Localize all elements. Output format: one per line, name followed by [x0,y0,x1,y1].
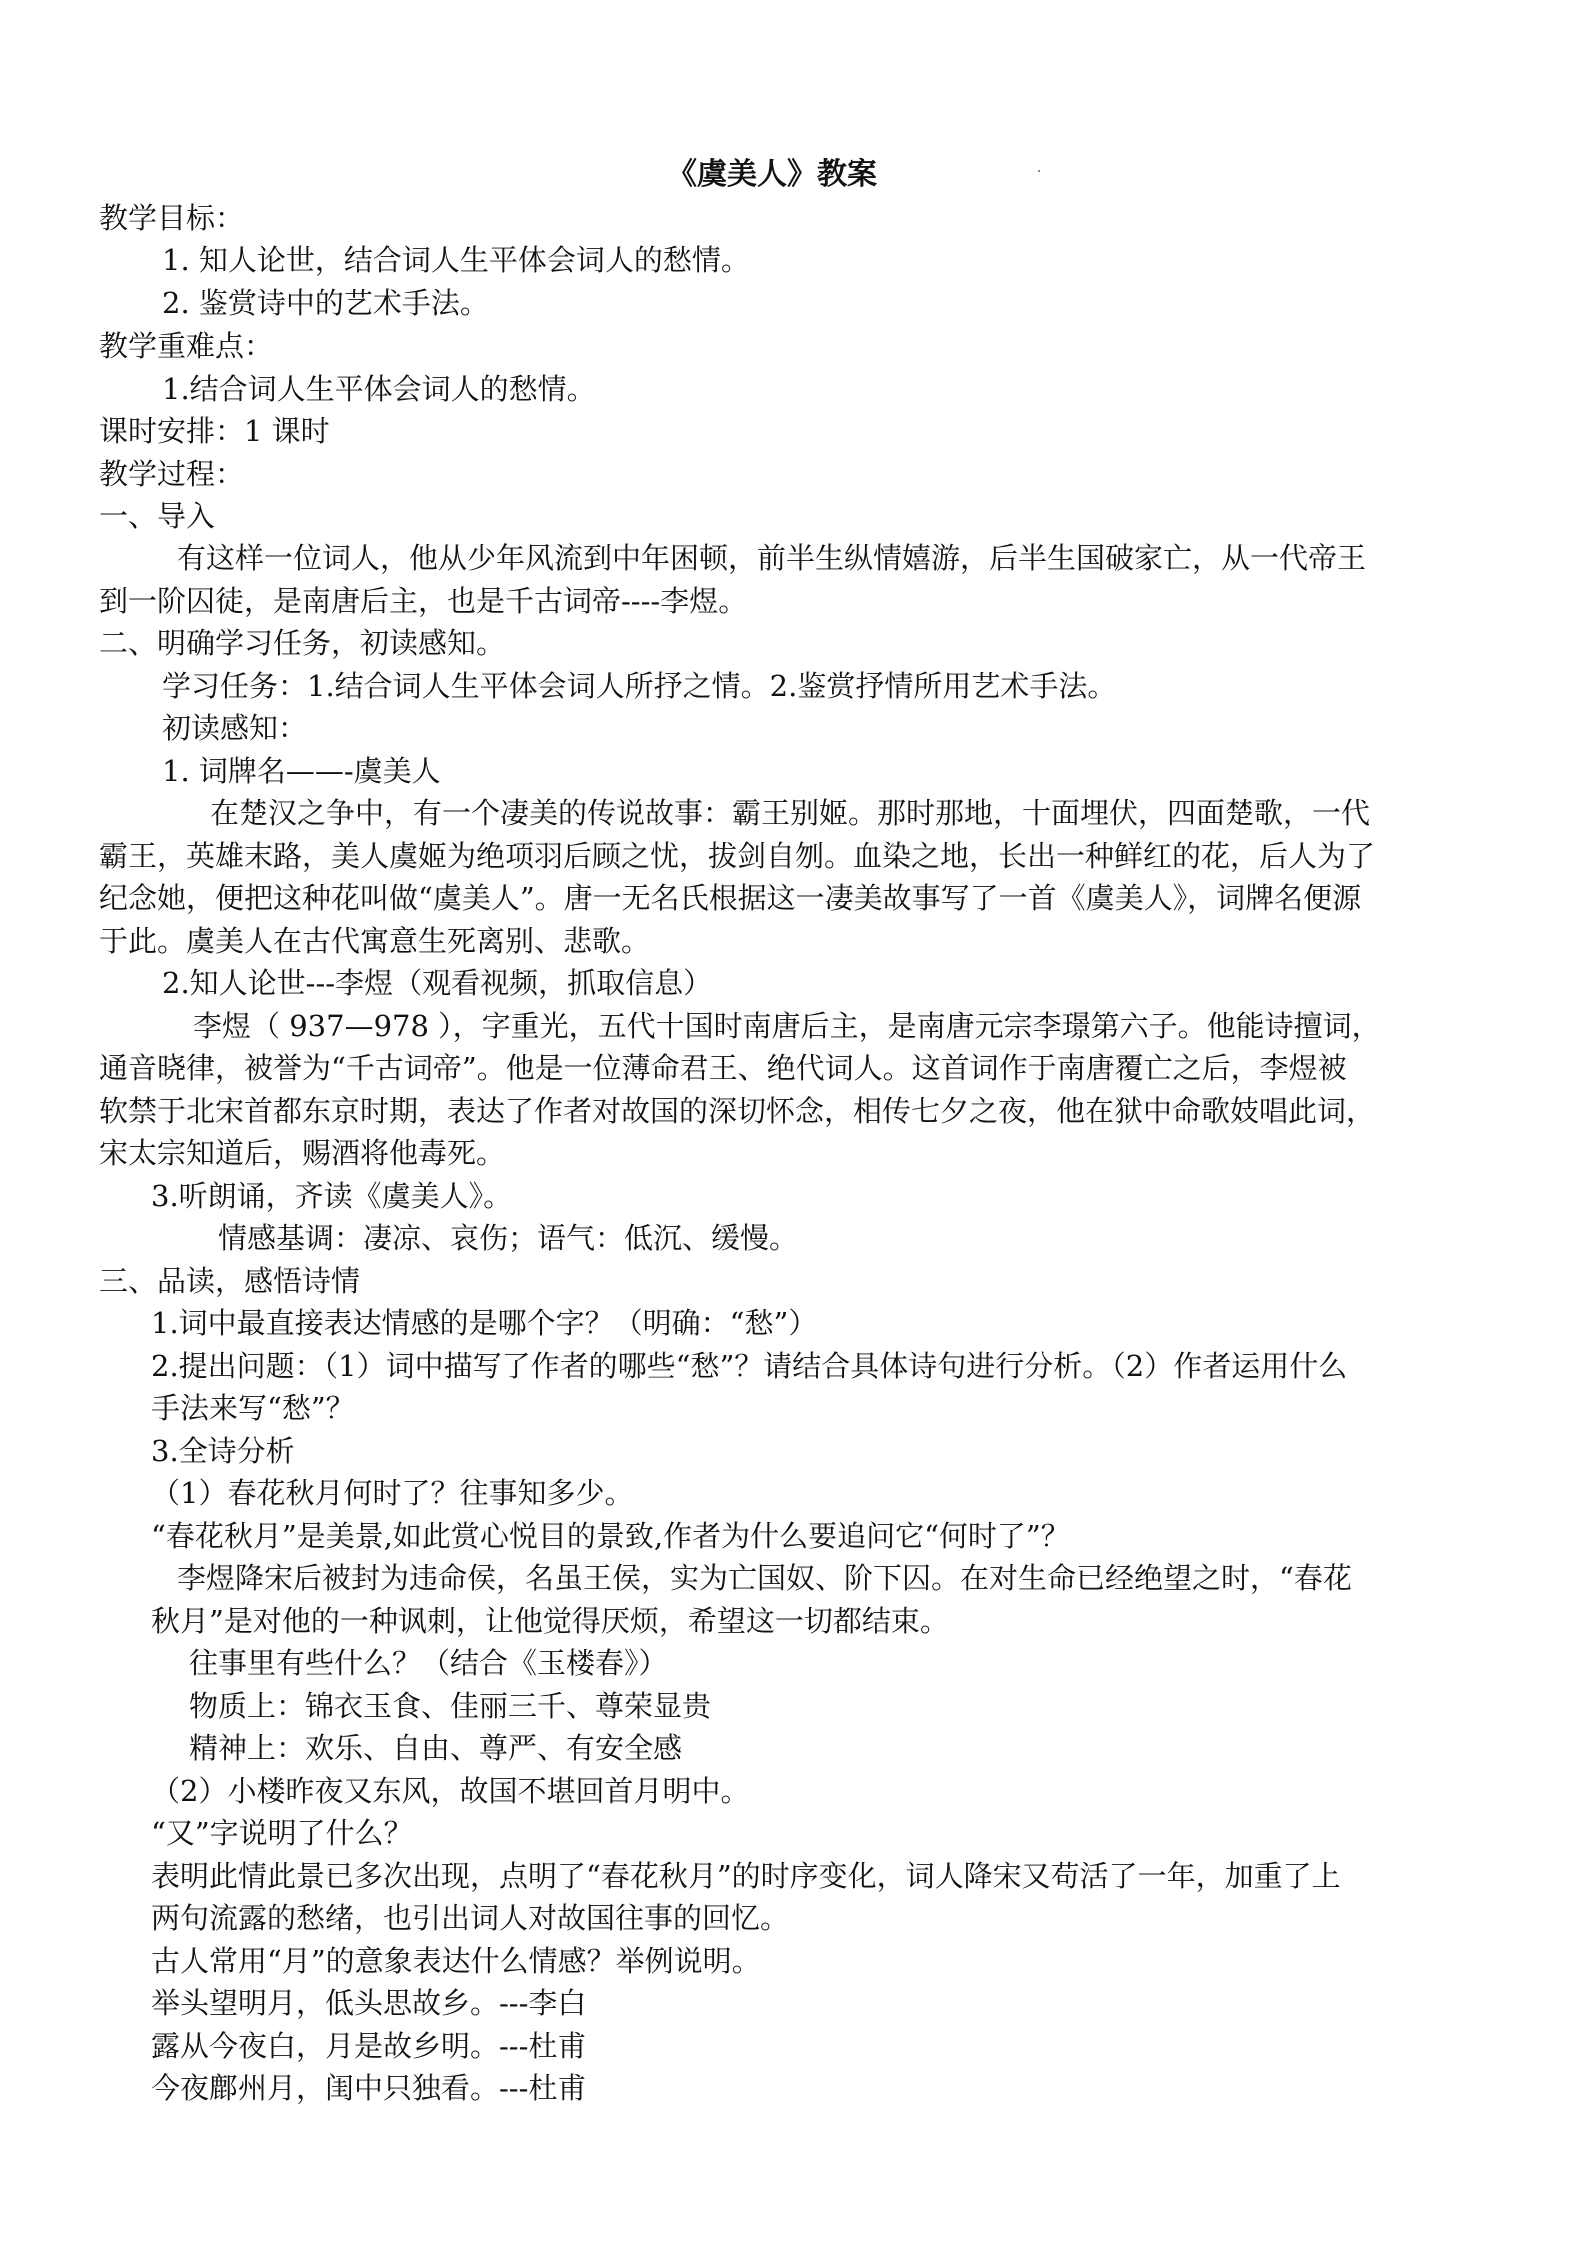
section-1-paragraph-line: 到一阶囚徒，是南唐后主，也是千古词帝----李煜。 [99,584,748,618]
question-2-line: 2.提出问题：（1）词中描写了作者的哪些“愁”？请结合具体诗句进行分析。（2）作者运用什么 [151,1349,1348,1383]
section-1-heading: 一、导入 [99,499,216,533]
cipai-paragraph-line: 纪念她，便把这种花叫做“虞美人”。唐一无名氏根据这一凄美故事写了一首《虞美人》，词牌名便源 [99,881,1362,915]
author-paragraph-line: 李煜（ 937—978 ），字重光，五代十国时南唐后主，是南唐元宗李璟第六子。他能诗擅词， [193,1009,1381,1043]
poem-quote: 露从今夜白，月是故乡明。---杜甫 [151,2029,587,2063]
analysis-line: 两句流露的愁绪，也引出词人对故国往事的回忆。 [151,1901,790,1935]
goal-item-2: 2. 鉴赏诗中的艺术手法。 [162,286,489,320]
author-paragraph-line: 通音晓律，被誉为“千古词帝”。他是一位薄命君王、绝代词人。这首词作于南唐覆亡之后，李煜被 [99,1051,1347,1085]
poem-quote: 今夜鄜州月，闺中只独看。---杜甫 [151,2071,587,2105]
analysis-line: 往事里有些什么？（结合《玉楼春》） [189,1646,668,1680]
analysis-line: “春花秋月”是美景,如此赏心悦目的景致,作者为什么要追问它“何时了”？ [151,1519,1070,1553]
item-cipai-name: 1. 词牌名——-虞美人 [162,754,441,788]
learning-task: 学习任务：1.结合词人生平体会词人所抒之情。2.鉴赏抒情所用艺术手法。 [162,669,1117,703]
item-author-background: 2.知人论世---李煜（观看视频，抓取信息） [162,966,713,1000]
section-1-paragraph-line: 有这样一位词人，他从少年风流到中年困顿，前半生纵情嬉游，后半生国破家亡，从一代帝王 [177,541,1367,575]
analysis-line: 李煜降宋后被封为违命侯，名虽王侯，实为亡国奴、阶下囚。在对生命已经绝望之时，“春花 [177,1561,1352,1595]
question-1: 1.词中最直接表达情感的是哪个字？（明确：“愁”） [151,1306,818,1340]
analysis-line: “又”字说明了什么？ [151,1816,413,1850]
verse-analysis-2: （2）小楼昨夜又东风，故国不堪回首月明中。 [151,1774,750,1808]
first-reading-label: 初读感知： [162,711,308,745]
question-2-line: 手法来写“愁”？ [151,1391,355,1425]
document-title: 《虞美人》教案 [667,157,877,192]
verse-analysis-1: （1）春花秋月何时了？往事知多少。 [151,1476,634,1510]
emotional-tone: 情感基调：凄凉、哀伤；语气：低沉、缓慢。 [218,1221,799,1255]
goals-heading: 教学目标： [99,201,245,235]
poem-quote: 举头望明月，低头思故乡。---李白 [151,1986,587,2020]
analysis-line: 表明此情此景已多次出现，点明了“春花秋月”的时序变化，词人降宋又苟活了一年，加重了上 [151,1859,1341,1893]
analysis-line: 古人常用“月”的意象表达什么情感？举例说明。 [151,1944,761,1978]
process-heading: 教学过程： [99,457,245,491]
analysis-line: 秋月”是对他的一种讽刺，让他觉得厌烦，希望这一切都结束。 [151,1604,949,1638]
keypoint-item-1: 1.结合词人生平体会词人的愁情。 [162,372,596,406]
schedule-line: 课时安排：1 课时 [99,414,330,448]
item-recitation: 3.听朗诵，齐读《虞美人》。 [151,1179,513,1213]
question-3: 3.全诗分析 [151,1434,295,1468]
author-paragraph-line: 宋太宗知道后，赐酒将他毒死。 [99,1136,506,1170]
section-3-heading: 三、品读，感悟诗情 [99,1264,361,1298]
goal-item-1: 1. 知人论世，结合词人生平体会词人的愁情。 [162,243,750,277]
cipai-paragraph-line: 霸王，英雄末路，美人虞姬为绝项羽后顾之忧，拔剑自刎。血染之地，长出一种鲜红的花，后人为了 [99,839,1376,873]
scan-speck [1038,170,1040,172]
analysis-line: 物质上：锦衣玉食、佳丽三千、尊荣显贵 [189,1689,712,1723]
cipai-paragraph-line: 在楚汉之争中，有一个凄美的传说故事：霸王别姬。那时那地，十面埋伏，四面楚歌，一代 [210,796,1371,830]
author-paragraph-line: 软禁于北宋首都东京时期，表达了作者对故国的深切怀念，相传七夕之夜，他在狱中命歌妓唱此词， [99,1094,1376,1128]
keypoint-heading: 教学重难点： [99,329,274,363]
section-2-heading: 二、明确学习任务，初读感知。 [99,626,506,660]
analysis-line: 精神上：欢乐、自由、尊严、有安全感 [189,1731,683,1765]
cipai-paragraph-line: 于此。虞美人在古代寓意生死离别、悲歌。 [99,924,651,958]
